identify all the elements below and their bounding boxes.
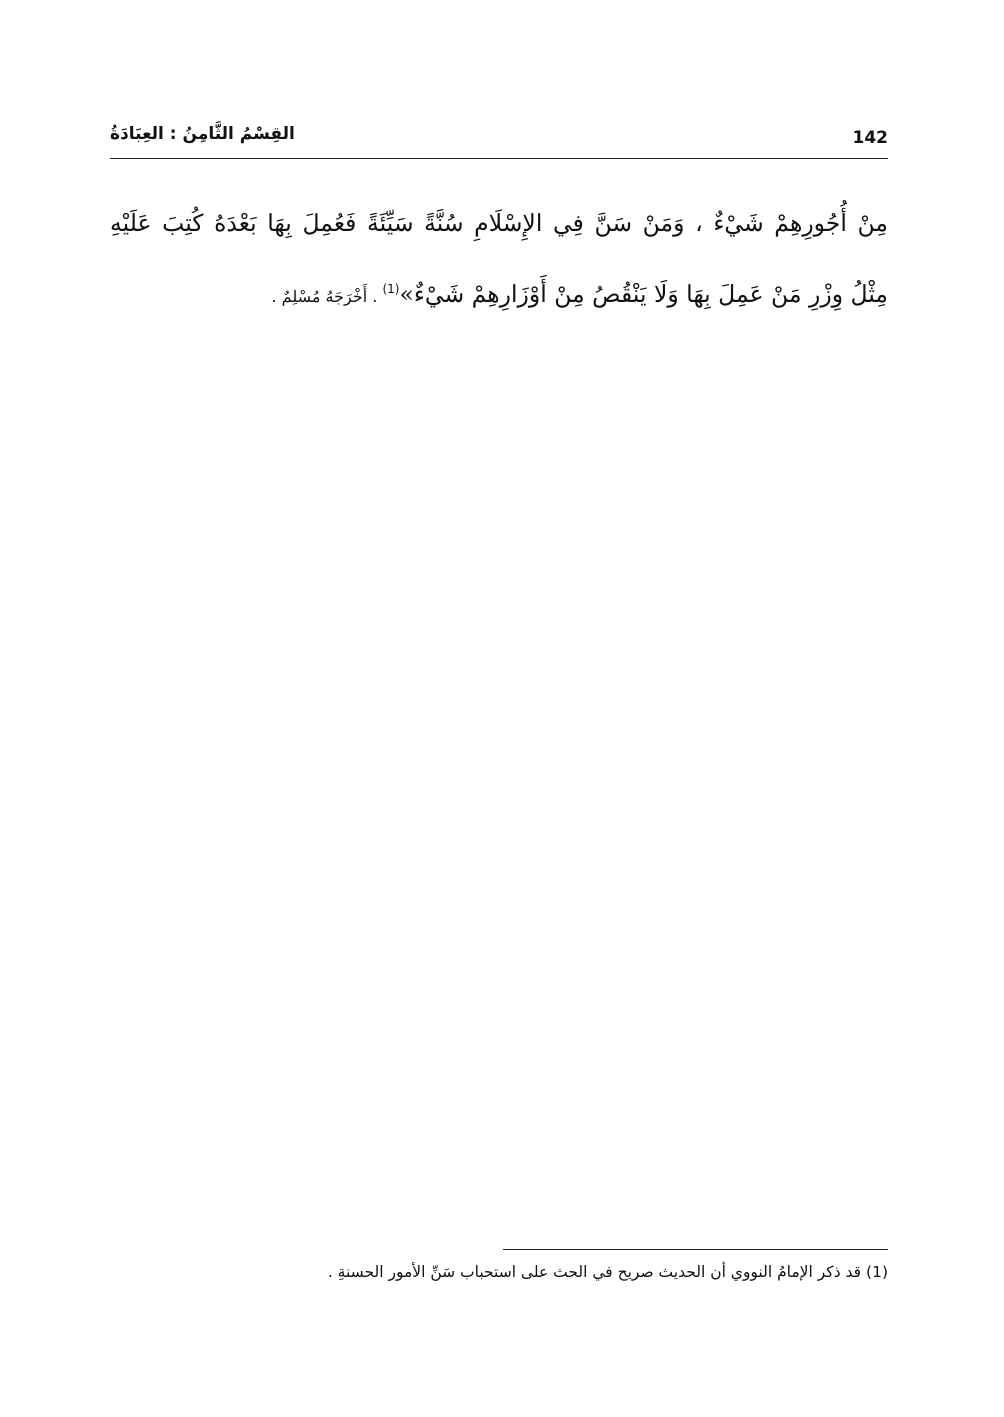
footnote-marker: (1) <box>866 1263 888 1281</box>
footnote-text: قد ذكر الإمامُ النووي أن الحديث صريح في الحث على استحباب سَنِّ الأمور الحسنةِ . <box>327 1263 866 1281</box>
page-number: 142 <box>852 128 888 148</box>
footnote-reference: (1) <box>382 282 400 296</box>
hadith-text <box>110 190 888 330</box>
body-line-1: مِنْ أُجُورِهِمْ شَيْءٌ ، وَمَنْ سَنَّ فِي الإِسْلَامِ سُنَّةً سَيِّئَةً فَعُمِلَ بِهَا بَعْدَهُ كُتِبَ عَلَيْهِ <box>110 209 888 237</box>
running-head: القِسْمُ الثَّامِنُ : العِبَادَةُ <box>110 124 295 144</box>
footnote <box>328 1263 888 1281</box>
page-header <box>110 118 888 159</box>
footnote-divider <box>503 1249 888 1250</box>
body-line-2-text: مِثْلُ وِزْرِ مَنْ عَمِلَ بِهَا وَلَا يَنْقُصُ مِنْ أَوْزَارِهِمْ شَيْءٌ» <box>399 279 888 308</box>
body-line-2 <box>110 256 888 330</box>
hadith-attribution: . أَخْرَجَهُ مُسْلِمٌ . <box>271 286 383 306</box>
